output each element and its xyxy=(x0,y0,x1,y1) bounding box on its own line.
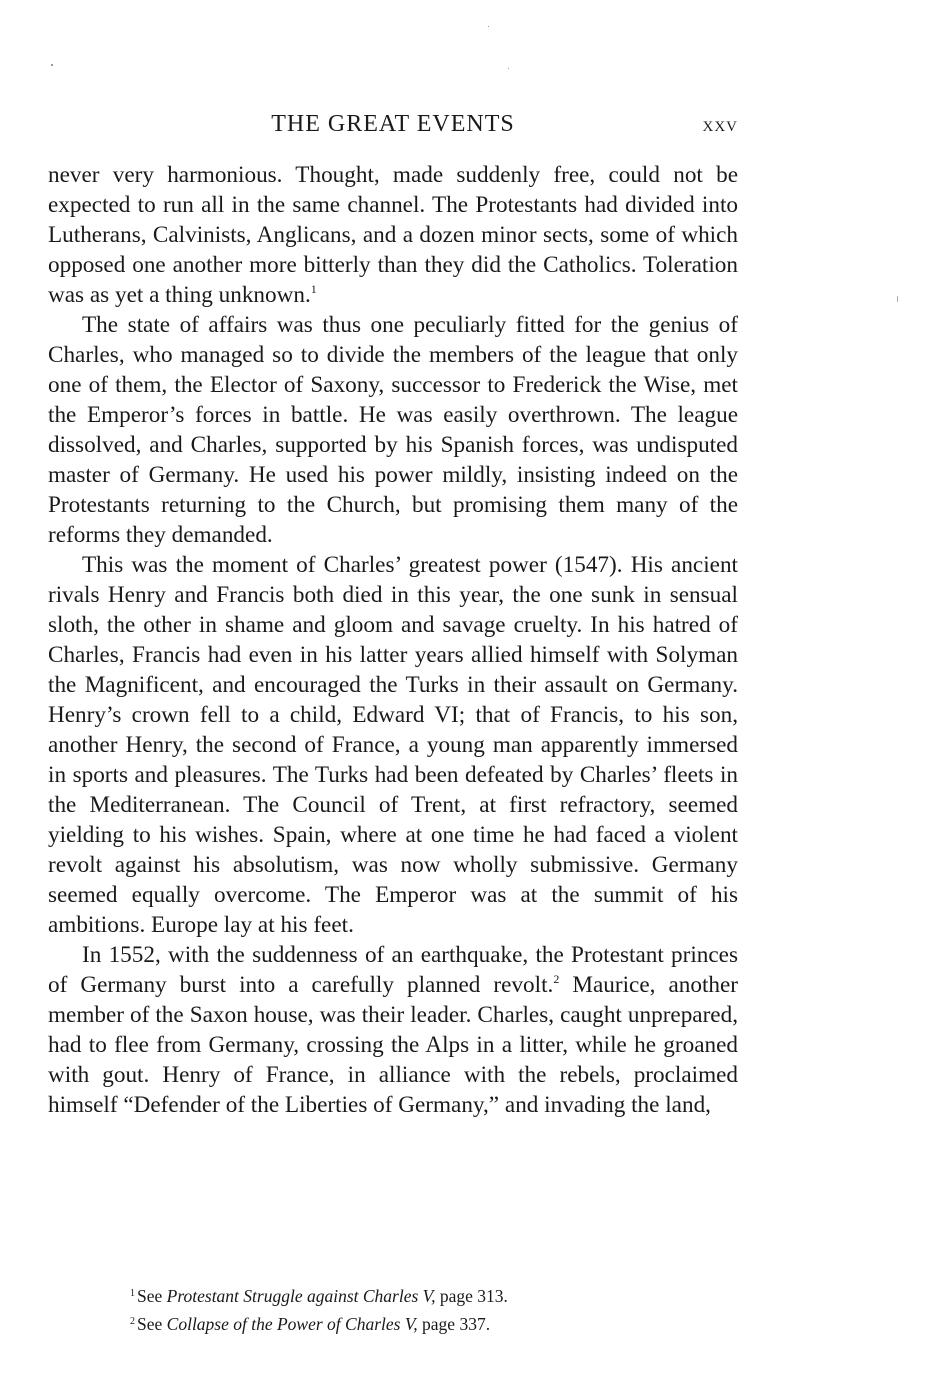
paragraph-text: Maurice, another member of the Saxon house, was their leader. Charles, caught unprepared, had to flee from Germany, crossing the Alps in a litter, while he groaned with gout. Henry of France, in alliance with the rebels, proclaimed himself “Defender of the Liberties of Germany,” and invading the land, xyxy=(48,972,738,1118)
page-number: xxv xyxy=(702,111,738,136)
paper-speck xyxy=(897,296,898,302)
paragraph xyxy=(48,940,738,1120)
footnote-mark: 2 xyxy=(130,1316,135,1327)
paragraph-text: The state of affairs was thus one peculiarly fitted for the genius of Charles, who managed so to divide the members of the league that only one of them, the Elector of Saxony, successor to Frederick the Wise, met the Emperor’s forces in battle. He was easily overthrown. The league dissolved, and Charles, supported by his Spanish forces, was undisputed master of Germany. He used his power mildly, insisting indeed on the Protestants returning to the Church, but promising them many of the reforms they demanded. xyxy=(48,312,738,548)
running-title: THE GREAT EVENTS xyxy=(271,111,515,137)
footnote xyxy=(130,1281,730,1309)
footnote-title: Protestant Struggle against Charles V, xyxy=(166,1286,436,1306)
footnote-title: Collapse of the Power of Charles V, xyxy=(166,1314,418,1334)
footnote-mark: 1 xyxy=(130,1288,135,1299)
footnote-prefix: See xyxy=(137,1314,167,1334)
footnote-page: page 337. xyxy=(417,1314,491,1334)
footnote-prefix: See xyxy=(137,1286,167,1306)
paragraph-text: never very harmonious. Thought, made suddenly free, could not be expected to run all in the same channel. The Protestants had divided into Lutherans, Calvinists, Anglicans, and a dozen minor sects, some of which opposed one another more bitterly than they did the Catholics. Toleration was as yet a thing unknown. xyxy=(48,162,738,308)
book-page xyxy=(48,0,738,1399)
paragraph-text: In 1552, with the suddenness of an earthquake, the Protestant princes of Germany burst into a carefully planned revolt. xyxy=(48,942,738,998)
paragraph-text: This was the moment of Charles’ greatest power (1547). His ancient rivals Henry and Francis both died in this year, the one sunk in sensual sloth, the other in shame and gloom and savage cruelty. In his hatred of Charles, Francis had even in his latter years allied himself with Solyman the Magnificent, and encouraged the Turks in their assault on Germany. Henry’s crown fell to a child, Edward VI; that of Francis, to his son, another Henry, the second of France, a young man apparently immersed in sports and pleasures. The Turks had been defeated by Charles’ fleets in the Mediterranean. The Council of Trent, at first refractory, seemed yielding to his wishes. Spain, where at one time he had faced a violent revolt against his absolutism, was now wholly submissive. Germany seemed equally overcome. The Emperor was at the summit of his ambitions. Europe lay at his feet. xyxy=(48,552,738,938)
running-head xyxy=(48,109,738,139)
footnote-reference[interactable]: 2 xyxy=(553,972,560,986)
footnote-reference[interactable]: 1 xyxy=(310,282,317,296)
paragraph xyxy=(48,550,738,940)
body-text xyxy=(48,160,738,1120)
footnote xyxy=(130,1309,730,1337)
footnotes xyxy=(130,1281,730,1337)
footnote-page: page 313. xyxy=(435,1286,508,1306)
paragraph xyxy=(48,160,738,310)
paragraph xyxy=(48,310,738,550)
